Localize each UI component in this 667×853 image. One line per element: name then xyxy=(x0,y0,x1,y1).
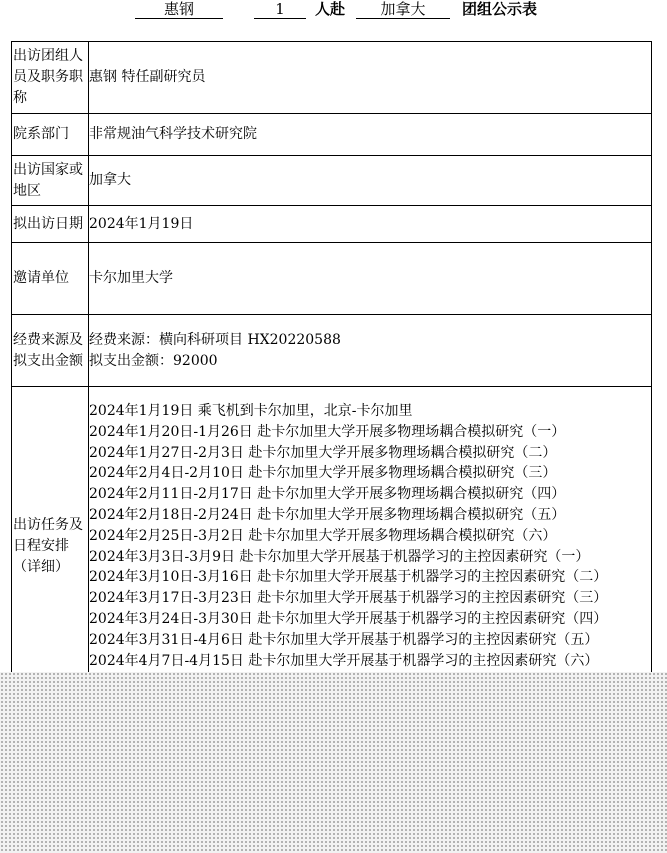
row-date xyxy=(12,206,652,243)
schedule-line: 2024年2月25日-3月2日 赴卡尔加里大学开展多物理场耦合模拟研究（六） xyxy=(89,527,557,544)
row-country xyxy=(12,156,652,206)
row-schedule xyxy=(12,387,652,707)
row-department xyxy=(12,114,652,156)
name-blank: 惠钢 xyxy=(135,0,223,19)
schedule-line: 2024年3月31日-4月6日 赴卡尔加里大学开展基于机器学习的主控因素研究（五） xyxy=(89,631,599,648)
country-value: 加拿大 xyxy=(89,156,652,206)
row-inviter xyxy=(12,243,652,315)
schedule-line: 2024年3月3日-3月9日 赴卡尔加里大学开展基于机器学习的主控因素研究（一） xyxy=(89,548,590,565)
form-title xyxy=(0,0,667,26)
date-label: 拟出访日期 xyxy=(12,206,89,243)
title-suffix: 团组公示表 xyxy=(462,0,538,18)
schedule-label: 出访任务及日程安排（详细） xyxy=(12,387,89,707)
members-label-text: 出访团组人员及职务职称 xyxy=(13,48,83,106)
country-blank: 加拿大 xyxy=(356,0,450,19)
schedule-line: 2024年1月19日 乘飞机到卡尔加里，北京-卡尔加里 xyxy=(89,403,413,419)
count-blank: 1 xyxy=(254,0,306,19)
funding-value xyxy=(89,315,652,387)
row-funding xyxy=(12,315,652,387)
funding-label: 经费来源及拟支出金额 xyxy=(12,315,89,387)
members-label xyxy=(12,42,89,114)
schedule-line: 2024年4月7日-4月15日 赴卡尔加里大学开展基于机器学习的主控因素研究（六） xyxy=(89,652,599,669)
count-suffix: 人赴 xyxy=(315,0,346,18)
schedule-line: 2024年3月10日-3月16日 赴卡尔加里大学开展基于机器学习的主控因素研究（二） xyxy=(89,569,608,586)
inviter-label: 邀请单位 xyxy=(12,243,89,315)
funding-source: 经费来源：横向科研项目 HX20220588 xyxy=(89,331,341,348)
schedule-line: 2024年2月11日-2月17日 赴卡尔加里大学开展多物理场耦合模拟研究（四） xyxy=(89,486,566,503)
department-value: 非常规油气科学技术研究院 xyxy=(89,114,652,156)
members-value: 惠钢 特任副研究员 xyxy=(89,42,652,114)
dotted-redaction-overlay xyxy=(0,672,667,853)
info-table xyxy=(11,41,652,707)
department-label: 院系部门 xyxy=(12,114,89,156)
funding-amount: 拟支出金额：92000 xyxy=(89,352,218,369)
country-label: 出访国家或地区 xyxy=(12,156,89,206)
schedule-line: 2024年2月18日-2月24日 赴卡尔加里大学开展多物理场耦合模拟研究（五） xyxy=(89,506,566,523)
date-value: 2024年1月19日 xyxy=(89,206,652,243)
schedule-line: 2024年3月24日-3月30日 赴卡尔加里大学开展基于机器学习的主控因素研究（四） xyxy=(89,610,608,627)
row-members xyxy=(12,42,652,114)
schedule-line: 2024年3月17日-3月23日 赴卡尔加里大学开展基于机器学习的主控因素研究（三） xyxy=(89,590,608,607)
schedule-line: 2024年2月4日-2月10日 赴卡尔加里大学开展多物理场耦合模拟研究（三） xyxy=(89,465,557,482)
schedule-value xyxy=(89,387,652,707)
inviter-value: 卡尔加里大学 xyxy=(89,243,652,315)
schedule-line: 2024年1月27日-2月3日 赴卡尔加里大学开展多物理场耦合模拟研究（二） xyxy=(89,444,557,461)
schedule-line: 2024年1月20日-1月26日 赴卡尔加里大学开展多物理场耦合模拟研究（一） xyxy=(89,423,566,440)
